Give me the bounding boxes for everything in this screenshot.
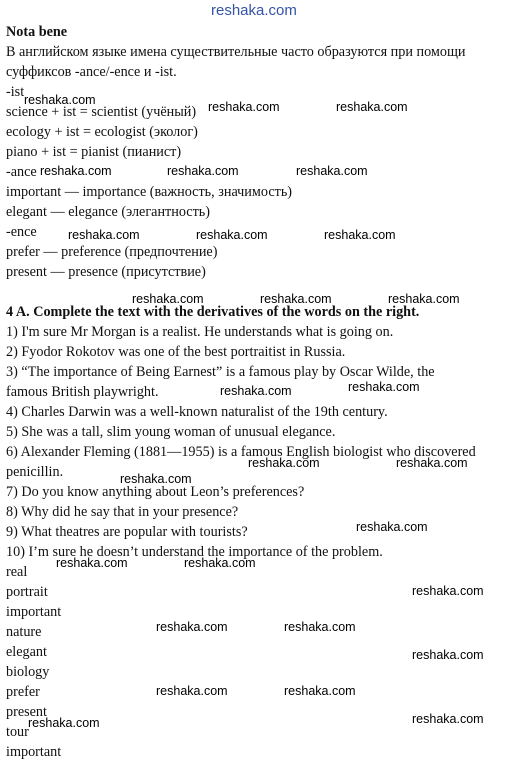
site-watermark: reshaka.com	[324, 228, 396, 242]
example-line: important — importance (важность, значимость)	[6, 184, 293, 200]
site-watermark: reshaka.com	[388, 292, 460, 306]
site-watermark: reshaka.com	[196, 228, 268, 242]
intro-text: суффиксов -ance/-ence и -ist.	[6, 64, 177, 80]
site-watermark: reshaka.com	[211, 2, 297, 19]
site-watermark: reshaka.com	[56, 556, 128, 570]
site-watermark: reshaka.com	[296, 164, 368, 178]
word-list-item: real	[6, 564, 28, 580]
exercise-item: 8) Why did he say that in your presence?	[6, 504, 239, 520]
word-list-item: tour	[6, 724, 29, 740]
site-watermark: reshaka.com	[412, 584, 484, 598]
exercise-title: 4 A. Complete the text with the derivatives of the words on the right.	[6, 304, 420, 320]
exercise-item: 3) “The importance of Being Earnest” is a famous play by Oscar Wilde, the	[6, 364, 435, 380]
site-watermark: reshaka.com	[348, 380, 420, 394]
site-watermark: reshaka.com	[284, 620, 356, 634]
site-watermark: reshaka.com	[412, 648, 484, 662]
suffix-label-ist: -ist	[6, 84, 25, 100]
site-watermark: reshaka.com	[248, 456, 320, 470]
site-watermark: reshaka.com	[40, 164, 112, 178]
site-watermark: reshaka.com	[412, 712, 484, 726]
word-list-item: elegant	[6, 644, 47, 660]
word-list-item: nature	[6, 624, 42, 640]
site-watermark: reshaka.com	[156, 684, 228, 698]
exercise-item: 1) I'm sure Mr Morgan is a realist. He understands what is going on.	[6, 324, 394, 340]
site-watermark: reshaka.com	[208, 100, 280, 114]
example-line: prefer — preference (предпочтение)	[6, 244, 218, 260]
site-watermark: reshaka.com	[284, 684, 356, 698]
suffix-label-ance: -ance	[6, 164, 37, 180]
site-watermark: reshaka.com	[156, 620, 228, 634]
exercise-item: 4) Charles Darwin was a well-known naturalist of the 19th century.	[6, 404, 388, 420]
site-watermark: reshaka.com	[167, 164, 239, 178]
exercise-item: 6) Alexander Fleming (1881—1955) is a famous English biologist who discovered	[6, 444, 476, 460]
site-watermark: reshaka.com	[24, 93, 96, 107]
word-list-item: portrait	[6, 584, 48, 600]
site-watermark: reshaka.com	[356, 520, 428, 534]
exercise-item: penicillin.	[6, 464, 64, 480]
site-watermark: reshaka.com	[336, 100, 408, 114]
word-list-item: important	[6, 744, 62, 760]
example-line: elegant — elegance (элегантность)	[6, 204, 210, 220]
exercise-item: 5) She was a tall, slim young woman of unusual elegance.	[6, 424, 336, 440]
site-watermark: reshaka.com	[184, 556, 256, 570]
example-line: ecology + ist = ecologist (эколог)	[6, 124, 198, 140]
site-watermark: reshaka.com	[132, 292, 204, 306]
site-watermark: reshaka.com	[260, 292, 332, 306]
example-line: piano + ist = pianist (пианист)	[6, 144, 182, 160]
site-watermark: reshaka.com	[396, 456, 468, 470]
site-watermark: reshaka.com	[28, 716, 100, 730]
word-list-item: present	[6, 704, 47, 720]
example-line: present — presence (присутствие)	[6, 264, 206, 280]
site-watermark: reshaka.com	[120, 472, 192, 486]
exercise-item: 7) Do you know anything about Leon’s preferences?	[6, 484, 305, 500]
example-line: science + ist = scientist (учёный)	[6, 104, 197, 120]
word-list-item: prefer	[6, 684, 40, 700]
nota-bene-title: Nota bene	[6, 24, 68, 40]
word-list-item: biology	[6, 664, 50, 680]
suffix-label-ence: -ence	[6, 224, 37, 240]
exercise-item: 2) Fyodor Rokotov was one of the best portraitist in Russia.	[6, 344, 346, 360]
site-watermark: reshaka.com	[220, 384, 292, 398]
exercise-item: famous British playwright.	[6, 384, 159, 400]
word-list-item: important	[6, 604, 62, 620]
site-watermark: reshaka.com	[68, 228, 140, 242]
exercise-item: 10) I’m sure he doesn’t understand the importance of the problem.	[6, 544, 383, 560]
intro-text: В английском языке имена существительные часто образуются при помощи	[6, 44, 466, 60]
exercise-item: 9) What theatres are popular with tourists?	[6, 524, 248, 540]
